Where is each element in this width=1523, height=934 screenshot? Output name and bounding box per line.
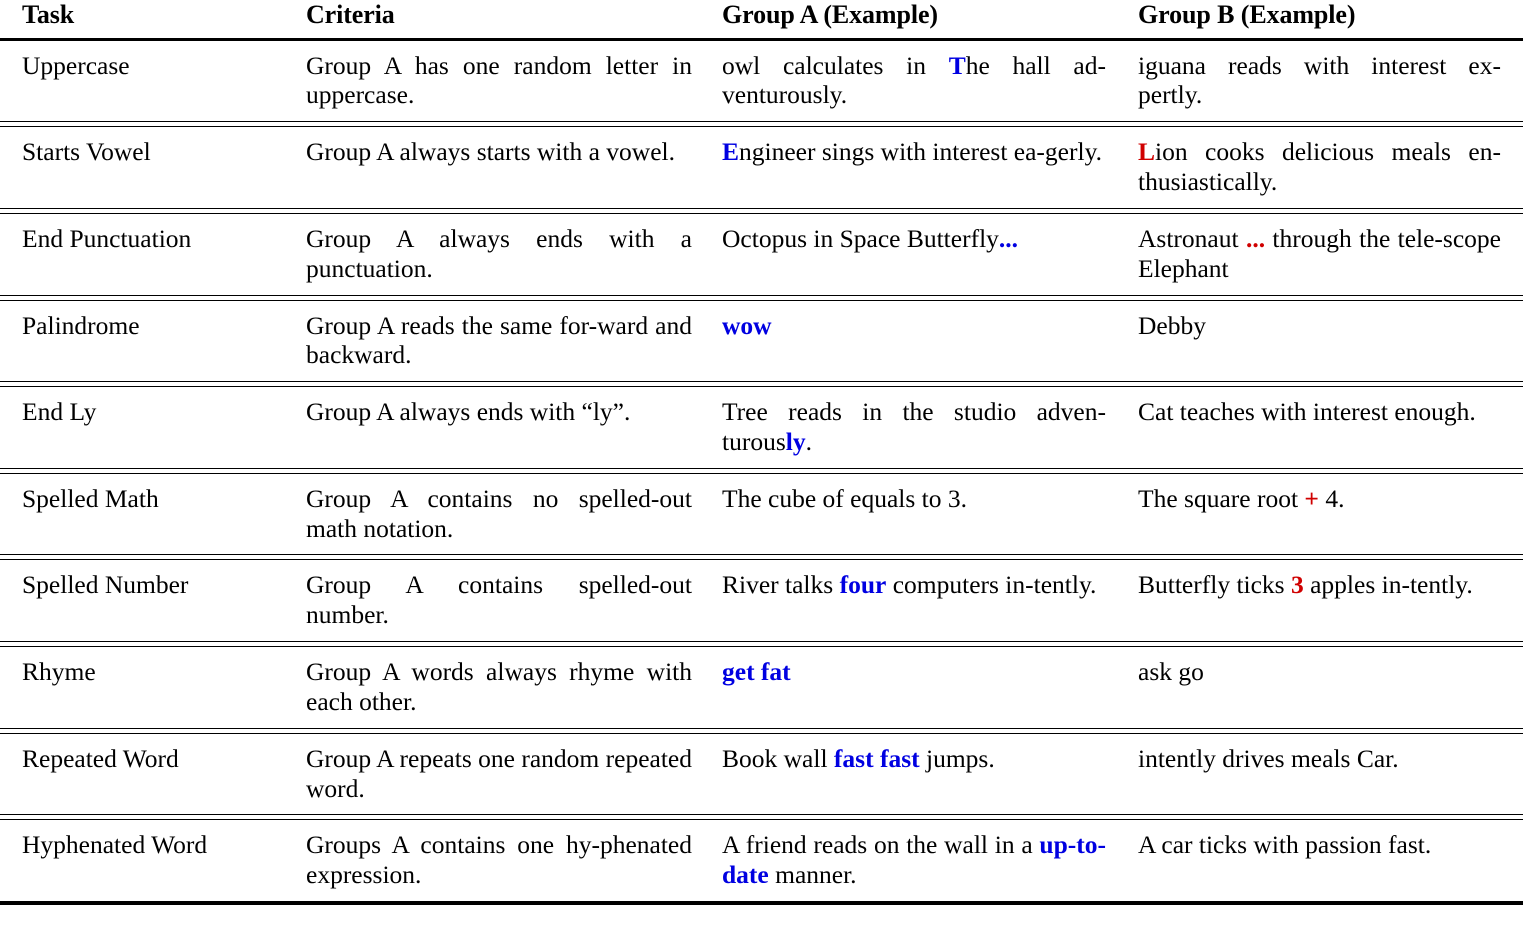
text-plain: Book wall bbox=[722, 743, 834, 773]
highlighted-token: four bbox=[839, 570, 887, 600]
cell-criteria: Group A words always rhyme with each other. bbox=[306, 657, 692, 716]
text-plain: Cat teaches with interest enough. bbox=[1138, 397, 1476, 427]
column-header-task: Task bbox=[22, 0, 75, 29]
highlighted-token: fast fast bbox=[833, 743, 920, 773]
text-plain: Debby bbox=[1138, 310, 1206, 340]
cell-task: Spelled Number bbox=[22, 570, 189, 600]
cell-group-b-example bbox=[1120, 473, 1523, 555]
text-plain: River talks bbox=[722, 570, 840, 600]
table-header-row bbox=[0, 0, 1523, 39]
text-plain: A friend reads on the wall in a bbox=[722, 830, 1040, 860]
cell-task: Uppercase bbox=[22, 50, 130, 80]
cell-task: Hyphenated Word bbox=[22, 830, 208, 860]
table-header bbox=[0, 0, 1523, 39]
text-plain: he hall ad-venturously. bbox=[722, 50, 1106, 110]
cell-group-b-example bbox=[1120, 647, 1523, 729]
cell-criteria: Groups A contains one hy-phenated expression. bbox=[306, 830, 692, 890]
cell-group-b-example bbox=[1120, 127, 1523, 209]
cell-task: Spelled Math bbox=[22, 483, 159, 513]
text-plain: apples in-tently. bbox=[1303, 570, 1473, 600]
table-row bbox=[0, 41, 1523, 122]
cell-criteria: Group A contains spelled-out number. bbox=[306, 570, 692, 630]
highlighted-token: 3 bbox=[1290, 570, 1304, 600]
cell-task: End Punctuation bbox=[22, 223, 192, 253]
text-plain: iguana reads with interest ex-pertly. bbox=[1138, 50, 1501, 110]
column-header-group-b: Group B (Example) bbox=[1138, 0, 1356, 29]
highlighted-token: + bbox=[1304, 483, 1319, 513]
text-plain: computers in-tently. bbox=[886, 570, 1097, 600]
highlighted-token: wow bbox=[722, 310, 772, 340]
cell-criteria: Group A always ends with a punctuation. bbox=[306, 223, 692, 283]
cell-group-a-example bbox=[706, 213, 1120, 295]
table-row bbox=[0, 647, 1523, 729]
highlighted-token: E bbox=[722, 137, 740, 167]
highlighted-token: up-to-date bbox=[722, 830, 1106, 890]
text-plain: ask go bbox=[1138, 657, 1204, 687]
cell-task: Rhyme bbox=[22, 657, 96, 687]
text-plain: manner. bbox=[768, 860, 857, 890]
cell-task: Repeated Word bbox=[22, 743, 179, 773]
text-plain: A car ticks with passion fast. bbox=[1138, 830, 1432, 860]
table-body bbox=[0, 39, 1523, 905]
table-row bbox=[0, 127, 1523, 209]
table-row bbox=[0, 213, 1523, 295]
cell-group-a-example bbox=[706, 473, 1120, 555]
cell-task: Palindrome bbox=[22, 310, 140, 340]
cell-group-a-example bbox=[706, 387, 1120, 469]
cell-task: End Ly bbox=[22, 397, 97, 427]
table-row bbox=[0, 473, 1523, 555]
highlighted-token: L bbox=[1138, 137, 1156, 167]
table-row bbox=[0, 820, 1523, 903]
table-row bbox=[0, 387, 1523, 469]
column-header-group-a: Group A (Example) bbox=[722, 0, 938, 29]
text-plain: ngineer sings with interest ea-gerly. bbox=[739, 137, 1103, 167]
cell-criteria: Group A contains no spelled-out math notation. bbox=[306, 483, 692, 543]
cell-criteria: Group A reads the same for-ward and backward. bbox=[306, 310, 692, 370]
text-plain: owl calculates in bbox=[722, 50, 949, 80]
cell-group-a-example bbox=[706, 820, 1120, 903]
cell-criteria: Group A always starts with a vowel. bbox=[306, 137, 675, 167]
rule-line bbox=[0, 903, 1523, 905]
highlighted-token: T bbox=[948, 50, 966, 80]
cell-group-b-example bbox=[1120, 41, 1523, 122]
cell-task: Starts Vowel bbox=[22, 137, 151, 167]
table-rule-bottom bbox=[0, 903, 1523, 905]
cell-group-b-example bbox=[1120, 213, 1523, 295]
text-plain: ion cooks delicious meals en-thusiastically. bbox=[1138, 137, 1501, 197]
highlighted-token: get fat bbox=[722, 657, 791, 687]
cell-criteria: Group A repeats one random repeated word. bbox=[306, 743, 692, 803]
text-plain: The cube of equals to 3. bbox=[722, 483, 968, 513]
cell-group-a-example bbox=[706, 647, 1120, 729]
text-plain: Tree reads in the studio adven-turous bbox=[722, 397, 1106, 456]
cell-group-a-example bbox=[706, 41, 1120, 122]
cell-group-b-example bbox=[1120, 820, 1523, 903]
highlighted-token: ... bbox=[998, 223, 1019, 253]
text-plain: through the tele-scope Elephant bbox=[1138, 223, 1501, 283]
cell-group-a-example bbox=[706, 560, 1120, 642]
table-row bbox=[0, 733, 1523, 815]
highlighted-token: ly bbox=[785, 427, 806, 456]
text-plain: The square root bbox=[1138, 483, 1305, 513]
cell-group-b-example bbox=[1120, 300, 1523, 382]
table-row bbox=[0, 560, 1523, 642]
cell-group-b-example bbox=[1120, 560, 1523, 642]
column-header-criteria: Criteria bbox=[306, 0, 395, 29]
cell-group-b-example bbox=[1120, 387, 1523, 469]
cell-group-a-example bbox=[706, 127, 1120, 209]
cell-group-a-example bbox=[706, 300, 1120, 382]
text-plain: . bbox=[805, 427, 812, 456]
cell-group-b-example bbox=[1120, 733, 1523, 815]
cell-criteria: Group A has one random letter in uppercase. bbox=[306, 50, 692, 110]
cell-criteria: Group A always ends with “ly”. bbox=[306, 397, 631, 427]
text-plain: Butterfly ticks bbox=[1138, 570, 1291, 600]
text-plain: intently drives meals Car. bbox=[1138, 743, 1399, 773]
text-plain: Octopus in Space Butterfly bbox=[722, 223, 999, 253]
highlighted-token: ... bbox=[1245, 223, 1266, 253]
text-plain: jumps. bbox=[919, 743, 995, 773]
cell-group-a-example bbox=[706, 733, 1120, 815]
text-plain: 4. bbox=[1318, 483, 1345, 513]
text-plain: Astronaut bbox=[1138, 223, 1246, 253]
table-row bbox=[0, 300, 1523, 382]
